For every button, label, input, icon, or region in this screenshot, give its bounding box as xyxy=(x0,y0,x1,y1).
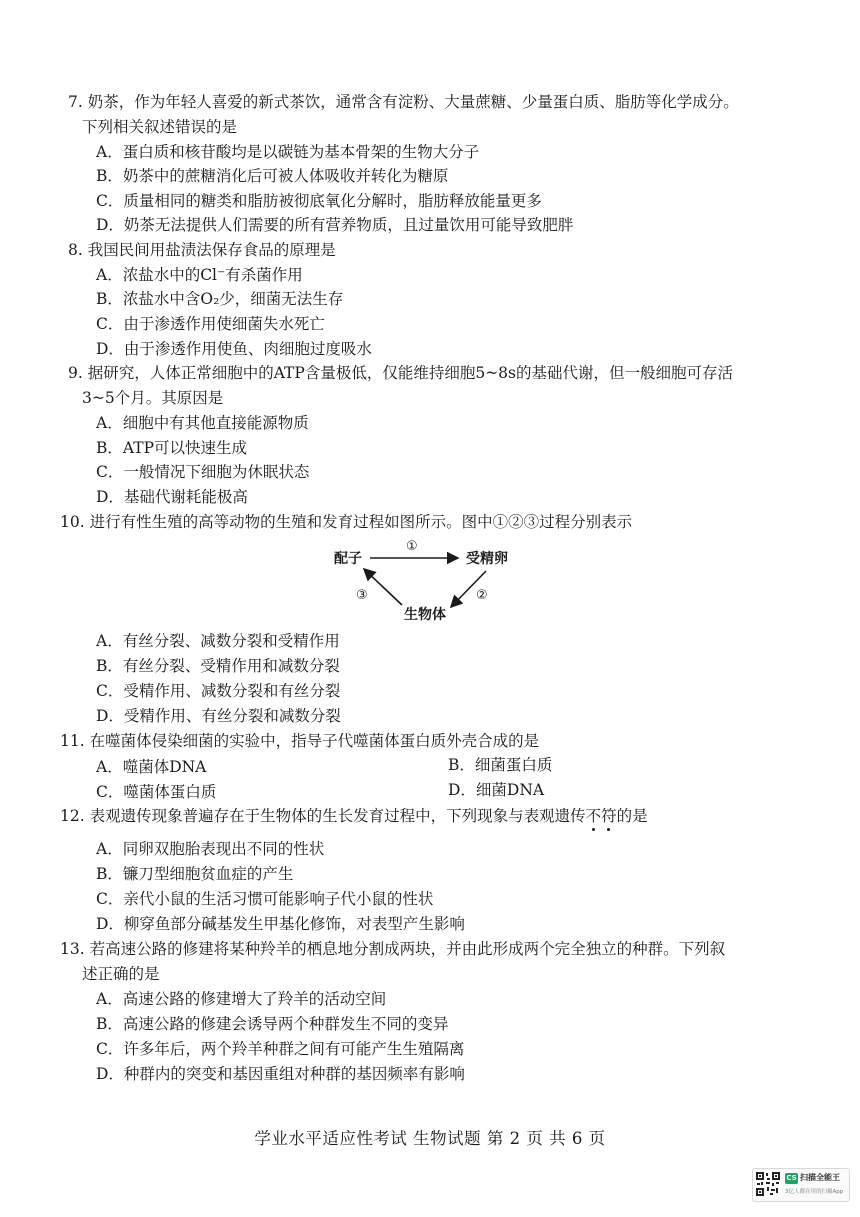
scanner-tagline: 3亿人都在用的扫描App xyxy=(785,1189,844,1195)
question-12-stem-text: 12. 表观遗传现象普遍存在于生物体的生长发育过程中，下列现象与表观遗传 xyxy=(60,807,586,825)
question-9-option-c: C．一般情况下细胞为休眠状态 xyxy=(96,463,310,481)
question-8-option-b: B．浓盐水中含O₂少，细菌无法生存 xyxy=(96,290,344,308)
question-8-option-d: D．由于渗透作用使鱼、肉细胞过度吸水 xyxy=(96,340,372,358)
question-11-option-d: D．细菌DNA xyxy=(448,781,545,799)
question-7-option-b: B．奶茶中的蔗糖消化后可被人体吸收并转化为糖原 xyxy=(96,167,449,185)
question-10-option-c: C．受精作用、减数分裂和有丝分裂 xyxy=(96,682,341,700)
question-11-option-a: A．噬菌体DNA xyxy=(96,758,207,776)
question-9-option-a: A．细胞中有其他直接能源物质 xyxy=(96,414,309,432)
question-10-option-a: A．有丝分裂、减数分裂和受精作用 xyxy=(96,632,340,650)
question-8-option-a: A．浓盐水中的Cl⁻有杀菌作用 xyxy=(96,266,303,284)
question-7-stem-cont: 下列相关叙述错误的是 xyxy=(82,118,238,136)
question-13-option-a: A．高速公路的修建增大了羚羊的活动空间 xyxy=(96,990,387,1008)
question-13-option-d: D．种群内的突变和基因重组对种群的基因频率有影响 xyxy=(96,1065,465,1083)
question-7-option-a: A．蛋白质和核苷酸均是以碳链为基本骨架的生物大分子 xyxy=(96,143,480,161)
question-7-option-d: D．奶茶无法提供人们需要的所有营养物质，且过量饮用可能导致肥胖 xyxy=(96,216,574,234)
question-9-stem-cont: 3~5个月。其原因是 xyxy=(82,389,224,407)
question-7-option-c: C．质量相同的糖类和脂肪被彻底氧化分解时，脂肪释放能量更多 xyxy=(96,192,542,210)
page-footer: 学业水平适应性考试 生物试题 第 2 页 共 6 页 xyxy=(254,1129,606,1148)
emphasis-char-2: 符 xyxy=(601,807,617,825)
diagram-label-2: ② xyxy=(476,588,488,603)
question-13-option-c: C．许多年后，两个羚羊种群之间有可能产生生殖隔离 xyxy=(96,1040,465,1058)
question-8-stem: 8. 我国民间用盐渍法保存食品的原理是 xyxy=(68,241,336,259)
question-12-stem xyxy=(60,806,648,826)
scanner-app-name: 扫描全能王 xyxy=(800,1173,840,1182)
diagram-label-1: ① xyxy=(406,539,418,554)
question-12-option-c: C．亲代小鼠的生活习惯可能影响子代小鼠的性状 xyxy=(96,890,434,908)
question-8-option-c: C．由于渗透作用使细菌失水死亡 xyxy=(96,315,325,333)
diagram-node-zygote: 受精卵 xyxy=(466,551,508,567)
question-9-stem: 9. 据研究，人体正常细胞中的ATP含量极低，仅能维持细胞5~8s的基础代谢，但一般细胞可存活 xyxy=(68,364,733,382)
question-12-option-d: D．柳穿鱼部分碱基发生甲基化修饰，对表型产生影响 xyxy=(96,915,465,933)
question-9-option-d: D．基础代谢耗能极高 xyxy=(96,488,248,506)
question-7-stem: 7. 奶茶，作为年轻人喜爱的新式茶饮，通常含有淀粉、大量蔗糖、少量蛋白质、脂肪等化学成分。 xyxy=(68,93,739,111)
question-13-option-b: B．高速公路的修建会诱导两个种群发生不同的变异 xyxy=(96,1015,449,1033)
scanner-logo-icon: CS xyxy=(786,1174,797,1182)
question-10-stem: 10. 进行有性生殖的高等动物的生殖和发育过程如图所示。图中①②③过程分别表示 xyxy=(60,513,633,531)
question-9-option-b: B．ATP可以快速生成 xyxy=(96,439,248,457)
question-13-stem: 13. 若高速公路的修建将某种羚羊的栖息地分割成两块，并由此形成两个完全独立的种群。下列叙 xyxy=(60,940,726,958)
question-11-option-b: B．细菌蛋白质 xyxy=(448,756,553,774)
question-12-option-a: A．同卵双胞胎表现出不同的性状 xyxy=(96,840,325,858)
question-12-option-b: B．镰刀型细胞贫血症的产生 xyxy=(96,865,294,883)
diagram-node-organism: 生物体 xyxy=(404,607,446,623)
question-11-option-c: C．噬菌体蛋白质 xyxy=(96,783,217,801)
diagram-node-gamete: 配子 xyxy=(334,551,362,567)
life-cycle-diagram xyxy=(326,533,526,625)
diagram-label-3: ③ xyxy=(356,588,368,603)
question-12-stem-end: 的是 xyxy=(616,807,648,825)
question-10-option-d: D．受精作用、有丝分裂和减数分裂 xyxy=(96,707,341,725)
question-13-stem-cont: 述正确的是 xyxy=(82,965,160,983)
question-10-option-b: B．有丝分裂、受精作用和减数分裂 xyxy=(96,657,340,675)
qr-code-icon xyxy=(755,1171,781,1197)
emphasis-char-1: 不 xyxy=(585,807,602,825)
diagram-arrow-3 xyxy=(364,569,402,605)
question-11-stem: 11. 在噬菌体侵染细菌的实验中，指导子代噬菌体蛋白质外壳合成的是 xyxy=(60,732,540,750)
scanner-watermark xyxy=(752,1168,850,1202)
